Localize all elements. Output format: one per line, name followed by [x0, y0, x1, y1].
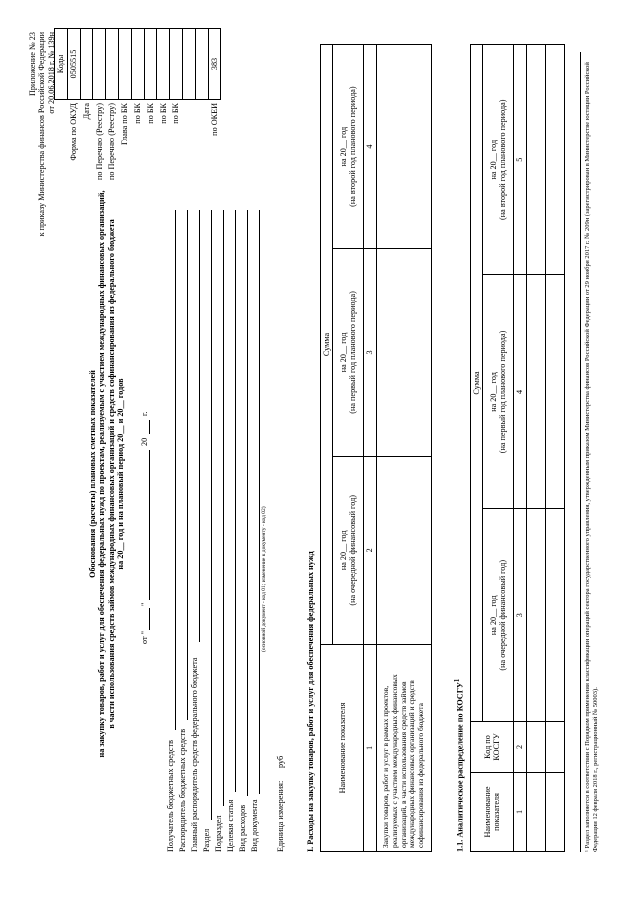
s1-col-sum: Сумма — [321, 44, 333, 644]
section-1-1-title: 1.1. Аналитическое распределение по КОСГУ$^1$ — [454, 678, 465, 852]
codes-header: Коды — [55, 28, 68, 99]
s11-col-year1: на 20__ год (на очередной финансовый год) — [483, 509, 514, 722]
field-manager: Распорядитель бюджетных средств — [178, 728, 187, 852]
s1-col-year3: на 20__ год (на второй год планового периода) — [333, 44, 364, 248]
s11-row-empty-1 — [526, 772, 545, 851]
okei-code: 383 — [208, 28, 221, 99]
section-1-title: I. Расходы на закупку товаров, работ и услуг для обеспечения федеральных нужд — [306, 550, 315, 852]
document-page — [20, 22, 620, 884]
codes-table: Коды Форма по ОКУД 0505515 Дата по Перечню (Реестру) по Перечню (Реестру) Глава по БК по БК по БК по БК по БК по ОКЕИ 383 — [54, 28, 221, 201]
s11-row-empty-2 — [545, 772, 564, 851]
title-line-2: на закупку товаров, работ и услуг для обеспечения федеральных нужд по проектам, реализуемым с участием международных финансовых организаций, — [97, 190, 107, 758]
s1-row-purchases: Закупки товаров, работ и услуг в рамках проектов, реализуемых с участием международных финансовых организаций, в части использования средств займов международных финансовых организаций и средств софинансирования из федерального бюджета — [376, 644, 431, 851]
section-1-1-table: Наименование показателя Код по КОСГУ Сумма на 20__ год (на очередной финансовый год) на 20__ год (на первый год планового периода) на 20__ год (на второй год планового периода) 1 2 3 4 5 — [470, 44, 565, 852]
document-title — [88, 124, 126, 824]
field-subsection: Подраздел — [214, 814, 223, 852]
title-line-4: на 20__ год и на плановый период 20__ и 20__ годов — [116, 377, 126, 570]
appendix-order: к приказу Министерства финансов Российской Федерации — [37, 31, 47, 236]
field-recipient: Получатель бюджетных средств — [166, 739, 175, 852]
doc-type-hint: (основной документ - код 01; изменение к документу - код 02) — [261, 505, 267, 652]
unit-value: руб — [276, 755, 285, 768]
field-doc-type: Вид документа — [250, 798, 259, 852]
s11-col-year3: на 20__ год (на второй год планового периода) — [483, 44, 514, 274]
codes-block — [54, 28, 221, 201]
s1-cell-year3 — [376, 44, 431, 248]
unit-label: Единица измерения: — [276, 780, 285, 852]
section-1-1-table-wrap — [470, 44, 565, 852]
s1-col-name: Наименование показателя — [321, 644, 364, 851]
field-expense-type: Вид расходов — [238, 804, 247, 852]
s11-col-sum: Сумма — [471, 44, 483, 721]
title-line-1: Обоснования (расчеты) плановых сметных показателей — [88, 369, 97, 578]
title-line-3: в части использования средств займов международных финансовых организаций и средств софинансирования из федерального бюджета — [106, 218, 116, 729]
field-chief-manager: Главный распорядитель средств федерального бюджета — [190, 657, 199, 852]
date-line: от " " 20 г. — [140, 411, 149, 644]
s11-col-name: Наименование показателя — [471, 772, 514, 851]
appendix-number: Приложение № 23 — [28, 31, 37, 96]
appendix-header — [28, 32, 56, 352]
s1-col-year1: на 20__ год (на очередной финансовый год) — [333, 456, 364, 644]
s1-col-year2: на 20__ год (на первый год планового периода) — [333, 248, 364, 455]
section-1-table: Наименование показателя Сумма на 20__ год (на очередной финансовый год) на 20__ год (на первый год планового периода) на 20__ год (на второй год планового периода) 1 2 3 4 Закупки товаров, работ и услуг в рамках проектов, реализуемых с участием международных финансовых организаций, в части использования средств займов международных финансовых организаций и средств софинансирования из федерального бюджета — [320, 44, 432, 852]
footnote: ¹ Раздел заполняется в соответствии с Порядком применения классификации операций сектора государственного управления, утвержденным приказом Министерства финансов Российской Федерации от 29 ноября 2017 г. № 209н (зарегистрирован в Министерстве юстиции Российской Федерации 12 февраля 2018 г., регистрационный № 50003). — [580, 52, 600, 852]
section-1-table-wrap — [320, 44, 432, 852]
field-target-item: Целевая статья — [226, 799, 235, 852]
field-section: Раздел — [202, 828, 211, 852]
appendix-date: от 20.06.2018 г. № 139н — [46, 31, 56, 114]
s11-col-kosgu: Код по КОСГУ — [471, 721, 514, 772]
okud-code: 0505515 — [67, 28, 80, 99]
s1-cell-year2 — [376, 248, 431, 455]
s1-cell-year1 — [376, 456, 431, 644]
s11-col-year2: на 20__ год (на первый год планового периода) — [483, 274, 514, 508]
